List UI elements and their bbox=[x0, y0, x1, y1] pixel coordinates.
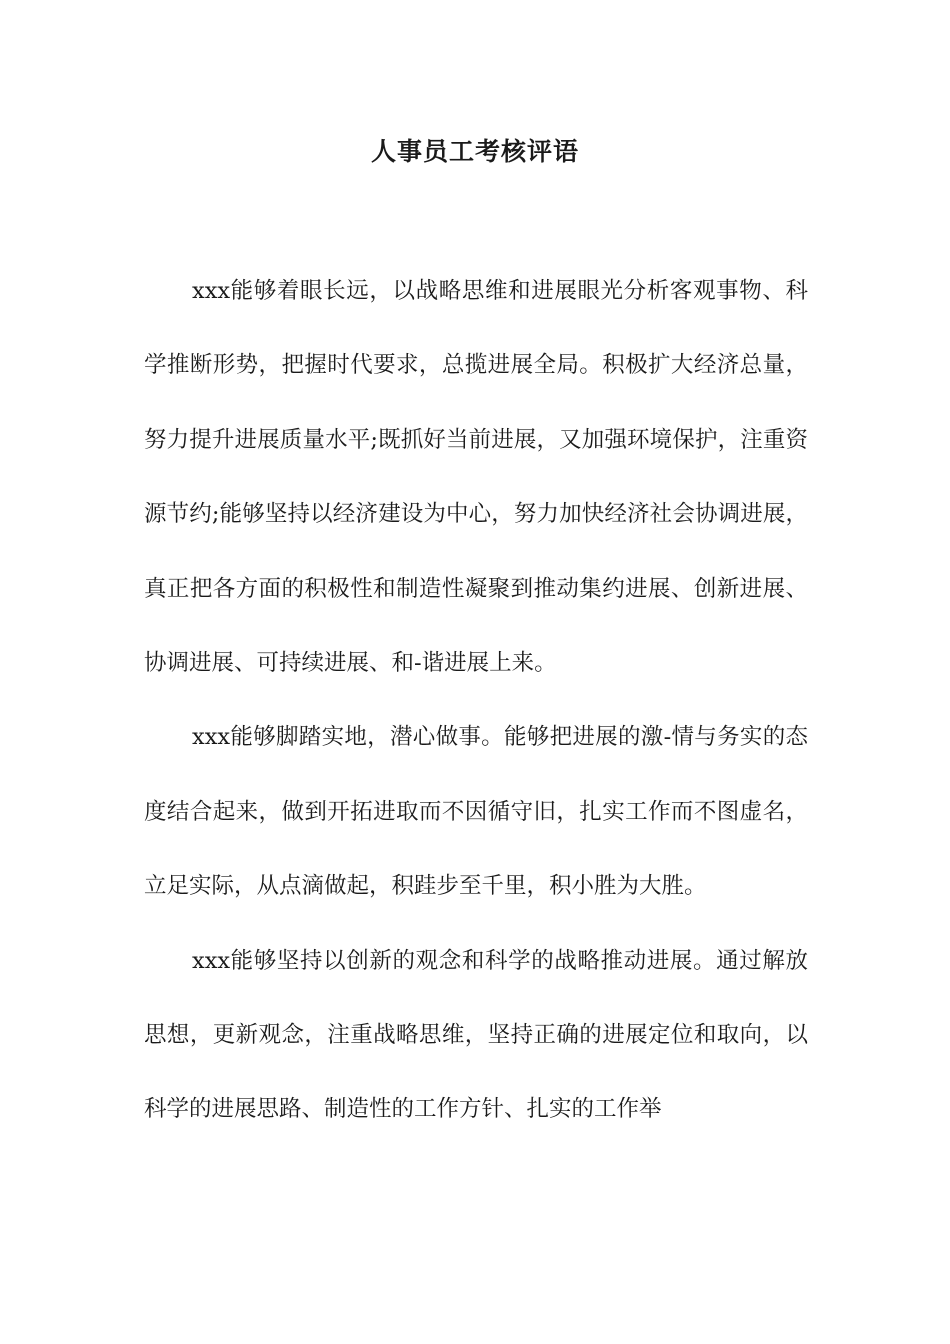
document-title: 人事员工考核评语 bbox=[370, 137, 579, 166]
paragraph-2: xxx能够脚踏实地，潜心做事。能够把进展的激-情与务实的态度结合起来，做到开拓进取而不因循守旧，扎实工作而不图虚名，立足实际，从点滴做起，积跬步至千里，积小胜为大胜。 bbox=[144, 724, 808, 900]
paragraph-1: xxx能够着眼长远，以战略思维和进展眼光分析客观事物、科学推断形势，把握时代要求，总揽进展全局。积极扩大经济总量，努力提升进展质量水平;既抓好当前进展，又加强环境保护，注重资源节约;能够坚持以经济建设为中心，努力加快经济社会协调进展，真正把各方面的积极性和制造性凝聚到推动集约进展、创新进展、协调进展、可持续进展、和-谐进展上来。 bbox=[144, 278, 808, 677]
document-body bbox=[144, 254, 808, 1147]
paragraph-3: xxx能够坚持以创新的观念和科学的战略推动进展。通过解放思想，更新观念，注重战略思维，坚持正确的进展定位和取向，以科学的进展思路、制造性的工作方针、扎实的工作举 bbox=[144, 947, 808, 1123]
